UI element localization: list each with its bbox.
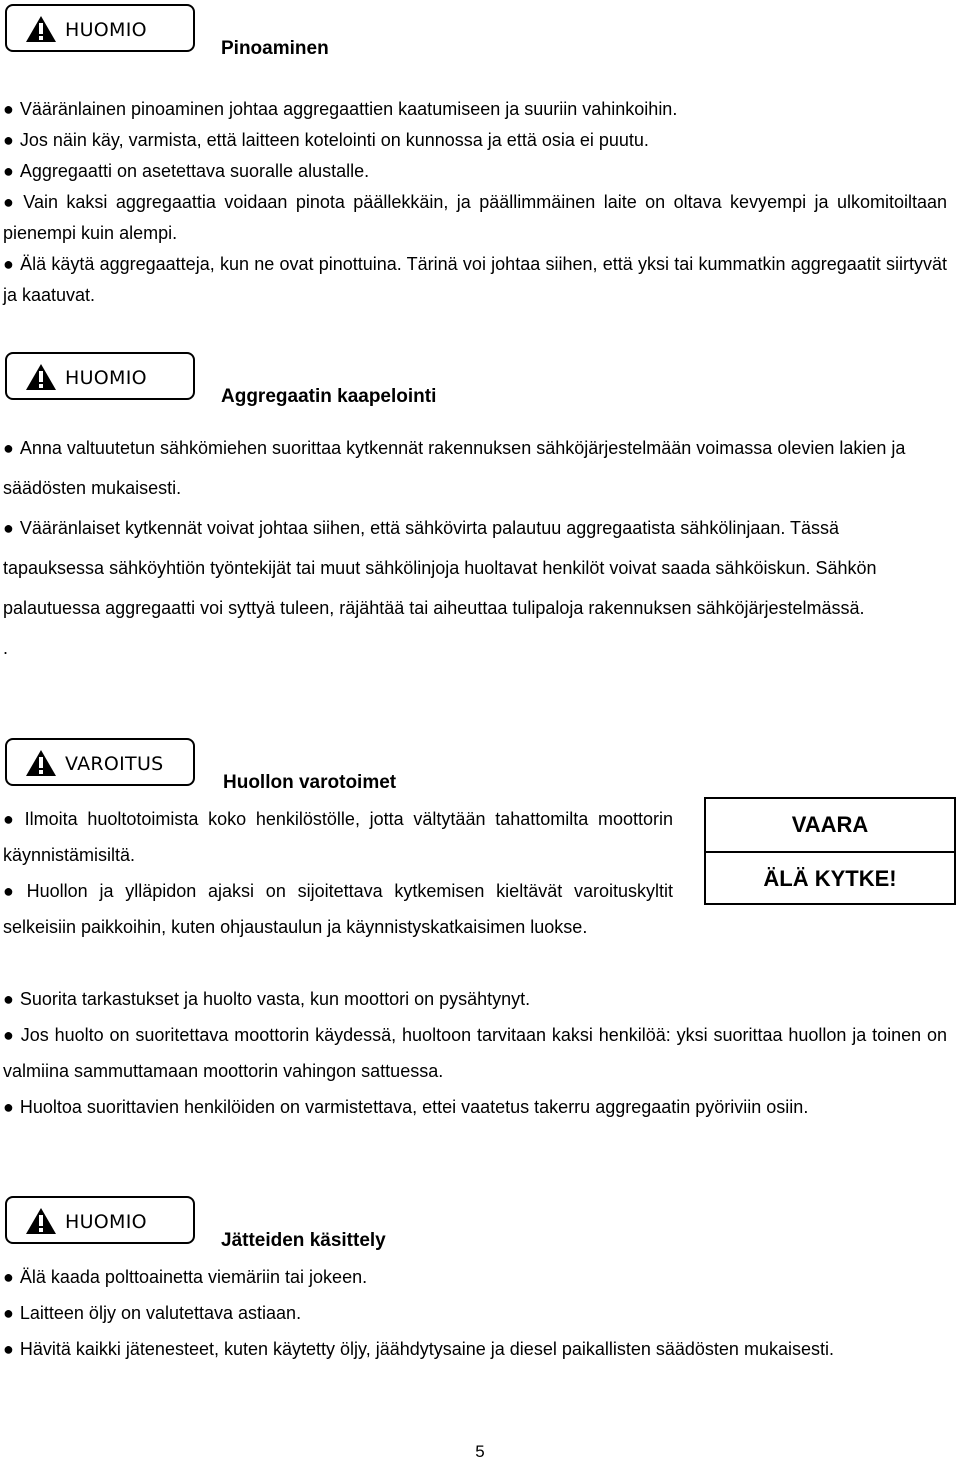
list-item: [3, 981, 947, 1017]
list-item-text: Jos näin käy, varmista, että laitteen kotelointi on kunnossa ja että osia ei puutu.: [19, 130, 649, 150]
danger-sign-title: VAARA: [791, 812, 869, 837]
warning-triangle-icon: [25, 1207, 57, 1235]
bullet-icon: ●: [3, 161, 14, 181]
list-item-text: Vääränlainen pinoaminen johtaa aggregaattien kaatumiseen ja suuriin vahinkoihin.: [19, 99, 678, 119]
list-item: [3, 873, 673, 945]
bullet-icon: ●: [3, 192, 18, 212]
danger-sign: [704, 797, 956, 905]
list-item: [3, 1331, 947, 1367]
section-title: Pinoaminen: [221, 38, 329, 59]
notice-badge: [5, 4, 195, 52]
list-item: [3, 508, 943, 628]
list-item: [3, 1017, 947, 1089]
list-item-text: Anna valtuutetun sähkömiehen suorittaa kytkennät rakennuksen sähköjärjestelmään voimassa olevien lakien ja säädösten mukaisesti.: [3, 438, 906, 498]
badge-label: HUOMIO: [65, 19, 147, 41]
list-item: [3, 1295, 947, 1331]
list-item: [3, 125, 947, 156]
section-title: Jätteiden käsittely: [221, 1230, 386, 1251]
list-item-text: Ilmoita huoltotoimista koko henkilöstölle, jotta vältytään tahattomilta moottorin käynnistämisiltä.: [3, 809, 673, 865]
list-item-text: Hävitä kaikki jätenesteet, kuten käytetty öljy, jäähdytysaine ja diesel paikallisten säädösten mukaisesti.: [19, 1339, 834, 1359]
section-title: Huollon varotoimet: [223, 772, 397, 793]
list-item-text: Huoltoa suorittavien henkilöiden on varmistettava, ettei vaatetus takerru aggregaatin pyöriviin osiin.: [19, 1097, 809, 1117]
list-item: [3, 1259, 947, 1295]
list-item: [3, 1089, 947, 1125]
bullet-icon: ●: [3, 1267, 14, 1287]
list-item: [3, 94, 947, 125]
bullet-icon: ●: [3, 1339, 14, 1359]
list-item-text: Suorita tarkastukset ja huolto vasta, kun moottori on pysähtynyt.: [19, 989, 531, 1009]
list-item-text: Aggregaatti on asetettava suoralle alustalle.: [19, 161, 370, 181]
list-item-text: Vääränlaiset kytkennät voivat johtaa siihen, että sähkövirta palautuu aggregaatista sähkölinjaan. Tässä tapauksessa sähköyhtiön työntekijät tai muut sähkölinjoja huoltavat henkilöt voivat saada sähköiskun. Sähkön palautuessa aggregaatti voi syttyä tuleen, räjähtää tai aiheuttaa tulipaloja rakennuksen sähköjärjestelmässä.: [3, 518, 877, 618]
notice-badge: [5, 352, 195, 400]
bullet-list: [3, 981, 947, 1125]
bullet-icon: ●: [3, 99, 14, 119]
list-item: [3, 187, 947, 249]
warning-triangle-icon: [25, 363, 57, 391]
list-item-text: Älä käytä aggregaatteja, kun ne ovat pinottuina. Tärinä voi johtaa siihen, että yksi tai kummatkin aggregaatit siirtyvät ja kaatuvat.: [3, 254, 948, 305]
bullet-icon: ●: [3, 809, 19, 829]
bullet-icon: ●: [3, 254, 15, 274]
bullet-icon: ●: [3, 989, 14, 1009]
list-item-text: Laitteen öljy on valutettava astiaan.: [19, 1303, 302, 1323]
badge-label: HUOMIO: [65, 1211, 147, 1233]
list-item-text: Älä kaada polttoainetta viemäriin tai jokeen.: [19, 1267, 368, 1287]
bullet-icon: ●: [3, 130, 14, 150]
list-item: [3, 249, 947, 311]
bullet-icon: ●: [3, 438, 14, 458]
danger-sign-text: ÄLÄ KYTKE!: [706, 851, 954, 905]
bullet-icon: ●: [3, 1097, 14, 1117]
bullet-list: [3, 94, 947, 311]
bullet-list: [3, 1259, 947, 1367]
list-item: [3, 156, 947, 187]
list-item-text: Vain kaksi aggregaattia voidaan pinota päällekkäin, ja päällimmäinen laite on oltava kevyempi ja ulkomitoiltaan pienempi kuin alempi.: [3, 192, 947, 243]
bullet-list: [3, 428, 943, 668]
warning-triangle-icon: [25, 749, 57, 777]
list-item-text: Jos huolto on suoritettava moottorin käydessä, huoltoon tarvitaan kaksi henkilöä: yksi suorittaa huollon ja toinen on valmiina sammuttamaan moottorin vahingon sattuessa.: [3, 1025, 948, 1081]
notice-badge: [5, 1196, 195, 1244]
badge-label: VAROITUS: [65, 753, 164, 775]
list-item-text: Huollon ja ylläpidon ajaksi on sijoitettava kytkemisen kieltävät varoituskyltit selkeisiin paikkoihin, kuten ohjaustaulun ja käynnistyskatkaisimen luokse.: [3, 881, 674, 937]
section-title: Aggregaatin kaapelointi: [221, 386, 437, 407]
list-item: [3, 428, 943, 508]
badge-label: HUOMIO: [65, 367, 147, 389]
bullet-icon: ●: [3, 1025, 15, 1045]
bullet-icon: ●: [3, 881, 21, 901]
warning-badge: [5, 738, 195, 786]
list-item: [3, 801, 673, 873]
bullet-icon: ●: [3, 1303, 14, 1323]
page-number: 5: [475, 1442, 485, 1461]
trailing-text: .: [3, 638, 9, 658]
bullet-list-narrow: [3, 801, 673, 945]
warning-triangle-icon: [25, 15, 57, 43]
bullet-icon: ●: [3, 518, 14, 538]
